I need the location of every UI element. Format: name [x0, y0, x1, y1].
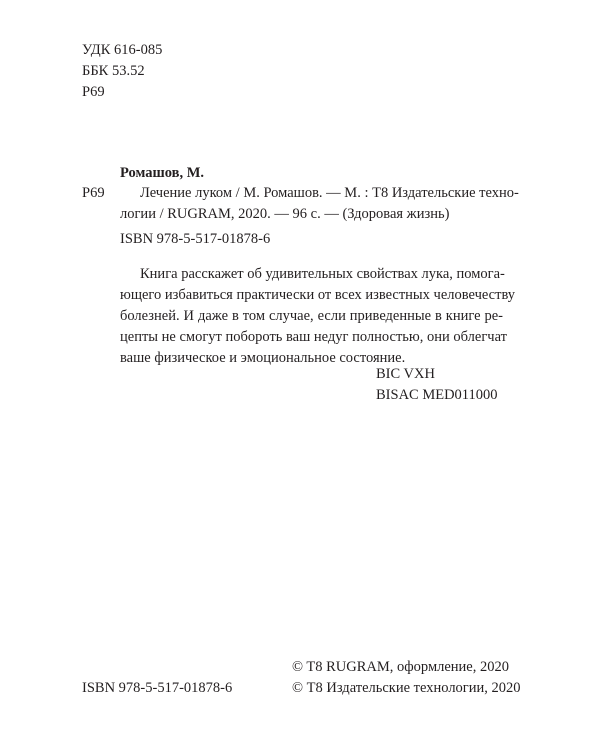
entry-isbn: ISBN 978-5-517-01878-6	[120, 231, 271, 247]
annotation-line: ваше физическое и эмоциональное состояние.	[120, 350, 406, 366]
annotation-line: болезней. И даже в том случае, если приведенные в книге ре-	[120, 308, 503, 324]
bisac-code: BISAC MED011000	[376, 387, 498, 403]
annotation-line: ющего избавиться практически от всех известных человечеству	[120, 287, 516, 303]
footer-isbn: ISBN 978-5-517-01878-6	[82, 680, 233, 696]
copyright-line: © Т8 Издательские технологии, 2020	[292, 680, 521, 696]
bic-code: BIC VXH	[376, 366, 435, 382]
description-line-1: Лечение луком / М. Ромашов. — М. : Т8 Издательские техно-	[140, 185, 519, 201]
copyright-line: © T8 RUGRAM, оформление, 2020	[292, 659, 509, 675]
entry-code: Р69	[82, 185, 105, 201]
annotation-line: Книга расскажет об удивительных свойствах лука, помога-	[140, 266, 505, 282]
udk-code: УДК 616-085	[82, 42, 163, 58]
annotation-line: цепты не смогут побороть ваш недуг полностью, они облегчат	[120, 329, 507, 345]
description-line-2: логии / RUGRAM, 2020. — 96 с. — (Здоровая жизнь)	[120, 206, 450, 222]
author-name: Ромашов, М.	[120, 165, 205, 181]
author-mark-code: Р69	[82, 84, 105, 100]
bbk-code: ББК 53.52	[82, 63, 145, 79]
